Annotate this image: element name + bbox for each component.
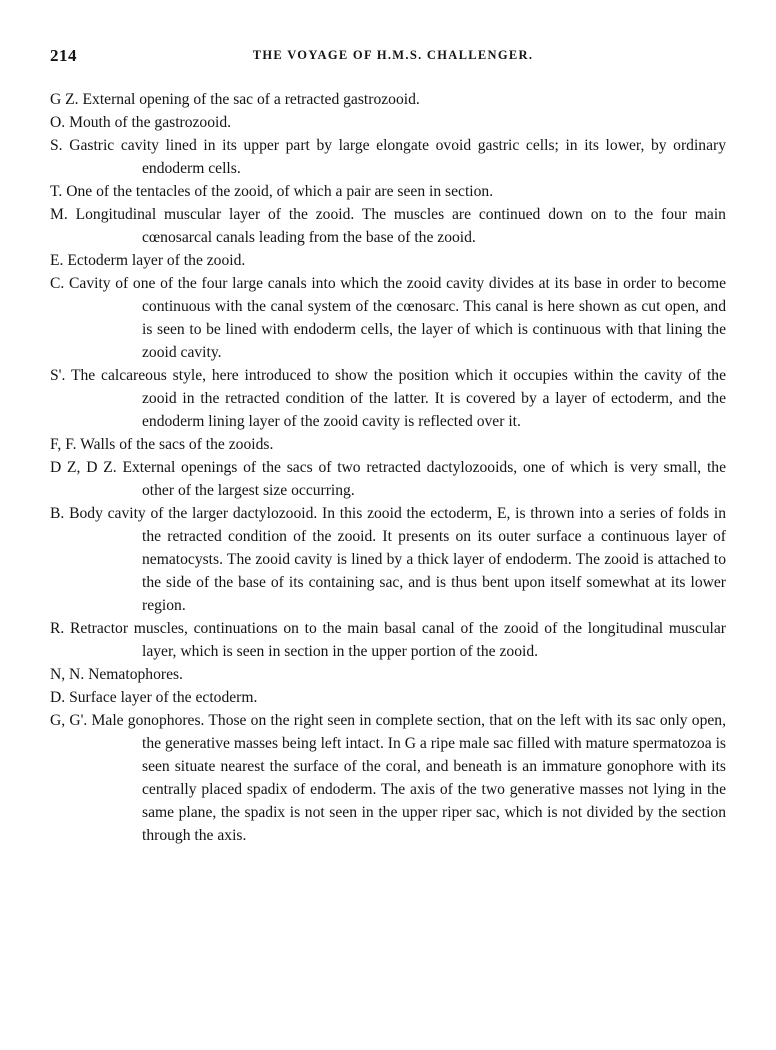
legend-text: Retractor muscles, continuations on to the main basal canal of the zooid of the longitudinal muscular layer, which is seen in section in the upper portion of the zooid. — [70, 620, 726, 660]
legend-entry — [50, 364, 726, 433]
legend-text: External opening of the sac of a retracted gastrozooid. — [82, 91, 420, 108]
legend-label: T. — [50, 183, 63, 200]
legend-label: R. — [50, 620, 65, 637]
legend-entry — [50, 134, 726, 180]
legend-entry — [50, 456, 726, 502]
legend-entry — [50, 617, 726, 663]
legend-entry — [50, 88, 726, 111]
legend-label: B. — [50, 505, 65, 522]
legend-label: D. — [50, 689, 66, 706]
legend-label: O. — [50, 114, 66, 131]
legend-label: C. — [50, 275, 65, 292]
legend-label: D Z, D Z. — [50, 459, 117, 476]
legend-label: E. — [50, 252, 64, 269]
legend-text: Nematophores. — [88, 666, 183, 683]
legend-label: F, F. — [50, 436, 77, 453]
legend-text: The calcareous style, here introduced to show the position which it occupies within the cavity of the zooid in the retracted condition of the latter. It is covered by a layer of ectoderm, and the endoderm lining layer of the zooid cavity is reflected over it. — [70, 367, 726, 430]
legend-entry — [50, 502, 726, 617]
page-header — [50, 46, 726, 70]
legend-entry — [50, 686, 726, 709]
legend-entry — [50, 272, 726, 364]
legend-label: S. — [50, 137, 63, 154]
legend-text: Mouth of the gastrozooid. — [69, 114, 232, 131]
legend-entry — [50, 433, 726, 456]
legend-text: Body cavity of the larger dactylozooid. In this zooid the ectoderm, E, is thrown into a series of folds in the retracted condition of the zooid. It presents on its outer surface a continuous layer of nematocysts. The zooid cavity is lined by a thick layer of endoderm. The zooid is attached to the side of the base of its containing sac, and is thus bent upon itself somewhat at its lower region. — [69, 505, 726, 614]
legend-text: Walls of the sacs of the zooids. — [80, 436, 274, 453]
running-title: THE VOYAGE OF H.M.S. CHALLENGER. — [252, 48, 534, 62]
legend-text: Cavity of one of the four large canals into which the zooid cavity divides at its base in order to become continuous with the canal system of the cœnosarc. This canal is here shown as cut open, and is seen to be lined with endoderm cells, the layer of which is continuous with that lining the zooid cavity. — [69, 275, 727, 361]
legend-entry — [50, 180, 726, 203]
page-number: 214 — [50, 46, 77, 65]
legend-text: Longitudinal muscular layer of the zooid. The muscles are continued down on to the four main cœnosarcal canals leading from the base of the zooid. — [75, 206, 726, 246]
legend-text: Ectoderm layer of the zooid. — [67, 252, 246, 269]
legend-entry — [50, 663, 726, 686]
legend-entry — [50, 249, 726, 272]
legend-text: Gastric cavity lined in its upper part by large elongate ovoid gastric cells; in its lower, by ordinary endoderm cells. — [69, 137, 726, 177]
legend-text: One of the tentacles of the zooid, of which a pair are seen in section. — [66, 183, 494, 200]
legend-text: Surface layer of the ectoderm. — [69, 689, 258, 706]
figure-legend-list — [50, 88, 726, 847]
legend-text: External openings of the sacs of two retracted dactylozooids, one of which is very small, the other of the largest size occurring. — [122, 459, 727, 499]
legend-label: N, N. — [50, 666, 85, 683]
legend-label: M. — [50, 206, 68, 223]
legend-label: S'. — [50, 367, 66, 384]
legend-entry — [50, 203, 726, 249]
legend-label: G Z. — [50, 91, 79, 108]
legend-label: G, G'. — [50, 712, 88, 729]
legend-entry — [50, 111, 726, 134]
legend-text: Male gonophores. Those on the right seen in complete section, that on the left with its sac only open, the generative masses being left intact. In G a ripe male sac filled with mature spermatozoa is seen situate nearest the surface of the coral, and beneath is an immature gonophore with its centrally placed spadix of endoderm. The axis of the two generative masses not lying in the same plane, the spadix is not seen in the upper riper sac, which is not divided by the section through the axis. — [91, 712, 726, 844]
legend-entry — [50, 709, 726, 847]
